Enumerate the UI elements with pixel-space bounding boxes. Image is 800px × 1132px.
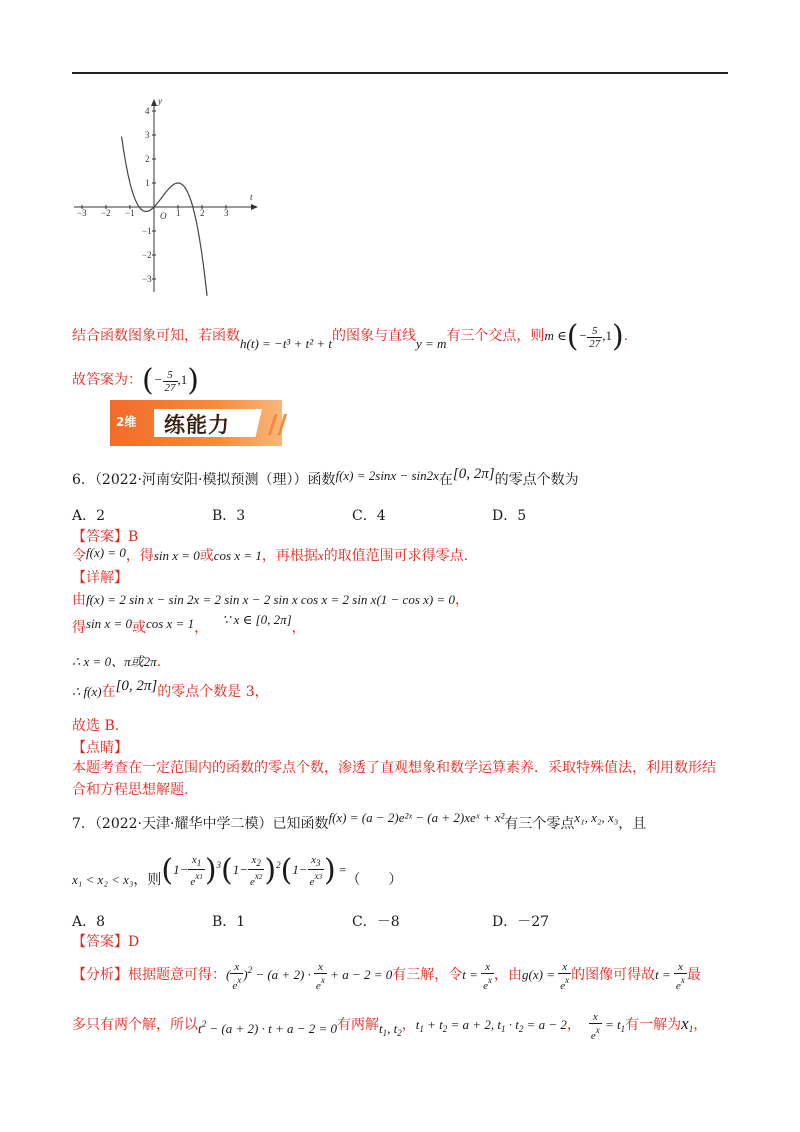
q6-comment-2: 合和方程思想解题. (72, 782, 189, 798)
x-tick-label: −1 (125, 208, 135, 218)
cubic-graph (72, 92, 272, 302)
q7-option-d: D．－27 (492, 914, 550, 930)
q7-condition: x₁ < x₂ < x₃，则(1− $\frac{x_1}{e^{x1}}$ )$^3$(1− $\frac{x_2}{e^{x2}}$ )$^2$(1− $\frac{x_3}{e^{x3}}$ ) =（ ） (72, 853, 403, 888)
q6-comment-label: 【点睛】 (72, 740, 128, 756)
q6-option-b: B．3 (212, 508, 246, 524)
banner-tag: 2维 (116, 415, 137, 429)
answer-range: (− $\frac{5}{27}$ ,1) (142, 363, 199, 398)
sol5-func: h(t) = −t³ + t² + t (240, 335, 332, 351)
q7-analysis-2: 多只有两个解，所以$t^2 - (a + 2) \cdot t + a - 2 = 0$有两解$t_1$, $t_2$，$t_1 + t_2 = a + 2$, $t_1 \cdot t_2 = a - 2$， $\frac{x}{e^x}$ = $t_1$有一解为$x_1$， (72, 1010, 708, 1042)
q7-sub-t: t = $\frac{x}{e^x}$ (462, 960, 493, 992)
answer-label: 故答案为： (72, 371, 142, 388)
stripes-icon: // (268, 410, 287, 440)
q7-eq1: ( $\frac{x}{e^x}$ )$^2$ − (a + 2) · $\frac{x}{e^x}$ + a − 2 = 0 (226, 960, 393, 992)
y-tick-label: 1 (145, 178, 150, 188)
q6-choose: 故选 B. (72, 718, 120, 734)
q7-t-again: t = $\frac{x}{e^x}$ (655, 960, 685, 992)
q6-option-a: A．2 (72, 508, 106, 524)
y-tick-label: 2 (145, 154, 150, 164)
sol5-range: m ∈(− $\frac{5}{27}$ ,1) (544, 319, 624, 354)
x-tick-label: −2 (101, 208, 111, 218)
y-tick-label: 3 (145, 130, 150, 140)
q6-detail-2: 得sin x = 0或cos x = 1，∵ x ∈ [0, 2π]， (72, 612, 306, 636)
section-banner (110, 400, 287, 446)
sol5-text-a: 结合函数图象可知，若函数 (72, 327, 240, 344)
q6-detail-1: 由f(x) = 2 sin x − sin 2x = 2 sin x − 2 sin x cos x = 2 sin x(1 − cos x) = 0， (72, 592, 470, 608)
header-rule (72, 72, 728, 74)
y-tick-label: −3 (142, 274, 152, 284)
q6-answer: 【答案】B (72, 529, 139, 545)
q7-option-b: B．1 (212, 914, 246, 930)
q6-detail-label: 【详解】 (72, 570, 128, 586)
q6-hint: 令f(x) = 0，得sin x = 0或cos x = 1，再根据x的取值范围可求得零点. (72, 545, 469, 564)
sol5-line1: 结合函数图象可知，若函数h(t) = −t³ + t² + t的图象与直线y = m有三个交点，则m ∈(− $\frac{5}{27}$ ,1). (72, 319, 629, 354)
sol5-text-c: 有三个交点，则 (446, 327, 545, 344)
q6-comment-1: 本题考查在一定范围内的函数的零点个数，渗透了直观想象和数学运算素养．采取特殊值法，利用数形结 (72, 760, 716, 776)
sol5-text-b: 的图象与直线 (332, 327, 416, 344)
q7-analysis-1: 【分析】根据题意可得：( $\frac{x}{e^x}$ )$^2$ − (a + 2) · $\frac{x}{e^x}$ + a − 2 = 0有三解，令t = $\frac{x}{e^x}$ ，由g(x) = $\frac{x}{e^x}$ 的图像可得故t = $\frac{x}{e^x}$ 最 (72, 960, 701, 992)
origin-label: O (160, 211, 167, 221)
sol5-line-eq: y = m (416, 335, 447, 351)
q7-g: g(x) = $\frac{x}{e^x}$ (522, 960, 570, 992)
x-tick-label: 2 (200, 208, 205, 218)
q6-detail-3: ∴ x = 0、π或2π. (72, 654, 162, 670)
q6-option-c: C．4 (352, 508, 386, 524)
y-tick-label: −1 (142, 226, 152, 236)
q7-stem: 7．（2022·天津·耀华中学二模）已知函数f(x) = (a − 2)e²ˣ − (a + 2)xeˣ + x²有三个零点x₁, x₂, x₃，且 (72, 810, 647, 832)
y-tick-label: 4 (145, 106, 150, 116)
sol5-answer (72, 363, 199, 398)
q7-option-c: C．－8 (352, 914, 400, 930)
x-tick-label: −3 (77, 208, 87, 218)
q6-stem: 6．（2022·河南安阳·模拟预测（理））函数f(x) = 2sinx − sin2x在[0, 2π]的零点个数为 (72, 466, 579, 488)
y-tick-label: −2 (142, 250, 152, 260)
x-axis-arrow (251, 204, 258, 210)
q7-answer: 【答案】D (72, 934, 140, 950)
q6-option-d: D．5 (492, 508, 527, 524)
q7-product-expr: (1− $\frac{x_1}{e^{x1}}$ )$^3$(1− $\frac{x_2}{e^{x2}}$ )$^2$(1− $\frac{x_3}{e^{x3}}$ ) = (161, 853, 347, 888)
x-axis-label: t (250, 192, 253, 202)
q6-detail-4: ∴ f(x)在[0, 2π]的零点个数是 3， (72, 678, 269, 700)
x-tick-label: 1 (176, 208, 181, 218)
y-axis-label: y (158, 96, 162, 106)
x-tick-label: 3 (224, 208, 229, 218)
y-axis-arrow (151, 99, 157, 106)
banner-title: 练能力 (164, 413, 230, 437)
q7-option-a: A．8 (72, 914, 106, 930)
